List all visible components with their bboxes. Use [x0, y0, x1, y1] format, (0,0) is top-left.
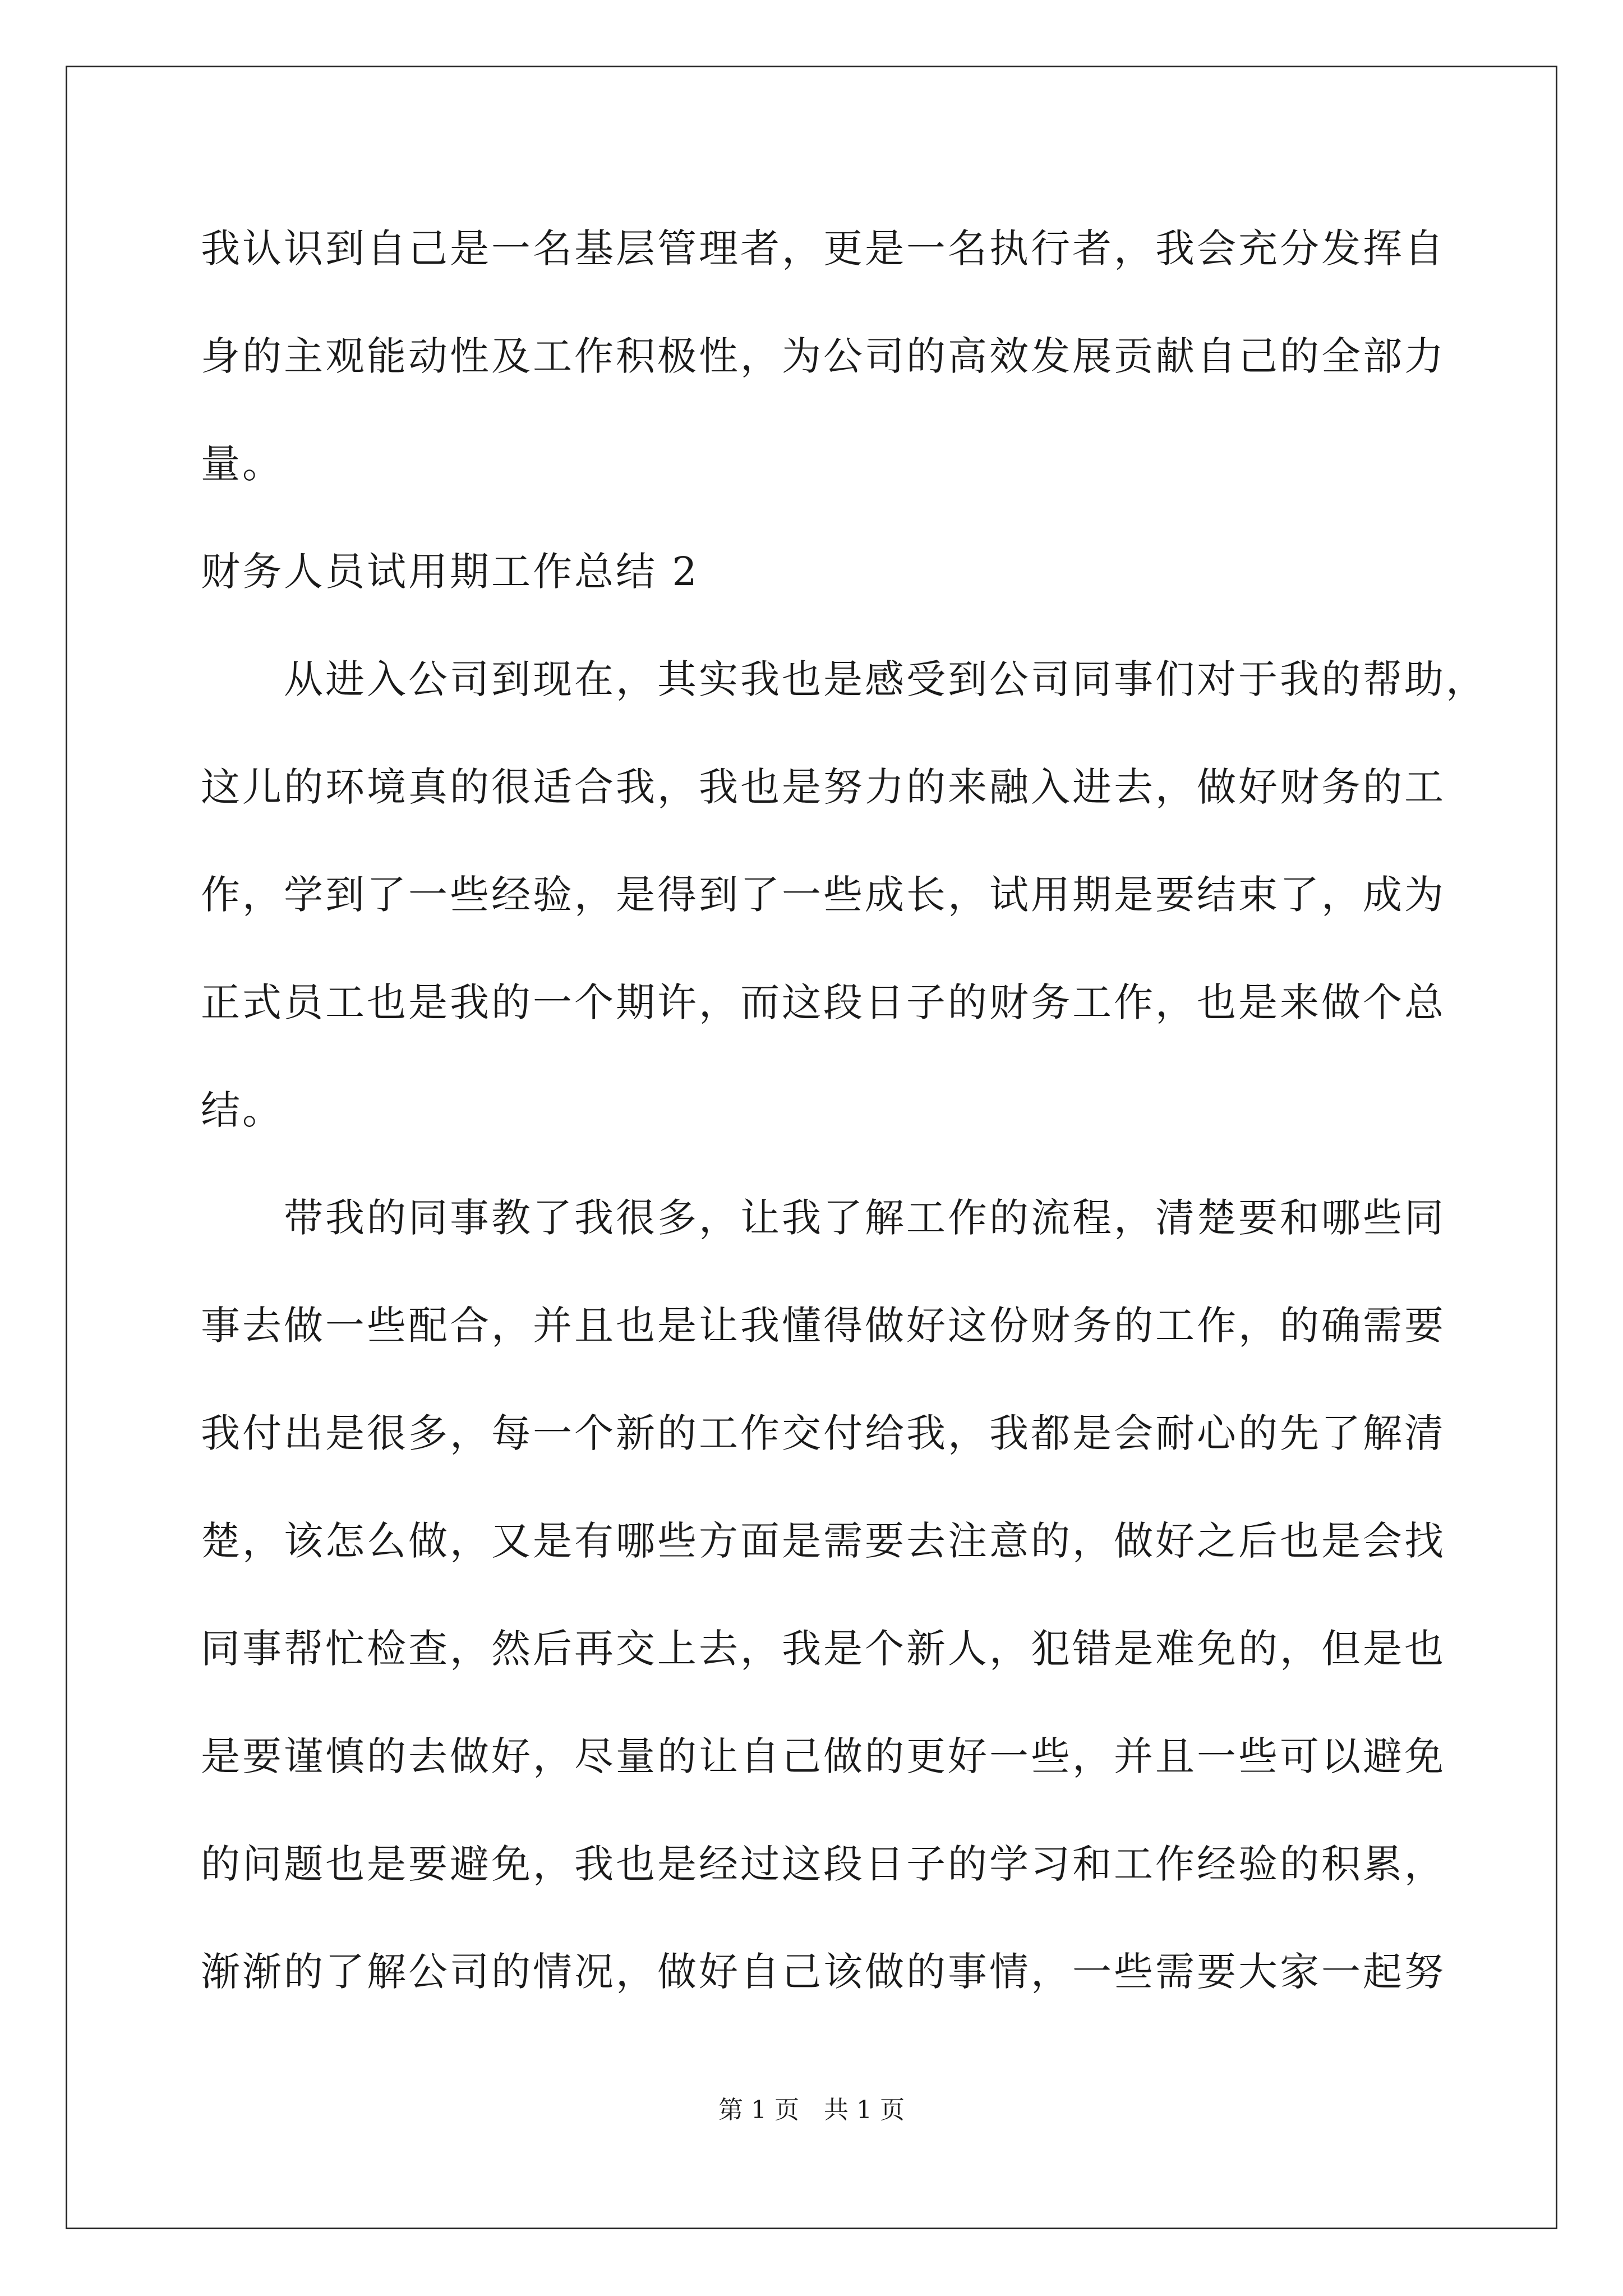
- paragraph-line: 结。: [201, 1087, 284, 1133]
- paragraph-line: 量。: [201, 441, 284, 487]
- paragraph-line: 是要谨慎的去做好，尽量的让自己做的更好一些，并且一些可以避免: [201, 1733, 1446, 1779]
- paragraph-line: 从进入公司到现在，其实我也是感受到公司同事们对于我的帮助，: [201, 656, 1487, 702]
- paragraph-line: 事去做一些配合，并且也是让我懂得做好这份财务的工作，的确需要: [201, 1303, 1446, 1349]
- paragraph-line: 我认识到自己是一名基层管理者，更是一名执行者，我会充分发挥自: [201, 226, 1446, 272]
- paragraph-line: 身的主观能动性及工作积极性，为公司的高效发展贡献自己的全部力: [201, 333, 1446, 379]
- page-number-footer: 第 1 页 共 1 页: [718, 2096, 905, 2124]
- paragraph-line: 我付出是很多，每一个新的工作交付给我，我都是会耐心的先了解清: [201, 1410, 1446, 1456]
- section-heading: 财务人员试用期工作总结 2: [201, 549, 699, 595]
- paragraph-line: 渐渐的了解公司的情况，做好自己该做的事情，一些需要大家一起努: [201, 1949, 1446, 1995]
- paragraph-line: 带我的同事教了我很多，让我了解工作的流程，清楚要和哪些同: [201, 1195, 1446, 1241]
- paragraph-line: 楚，该怎么做，又是有哪些方面是需要去注意的，做好之后也是会找: [201, 1518, 1446, 1564]
- paragraph-line: 这儿的环境真的很适合我，我也是努力的来融入进去，做好财务的工: [201, 764, 1446, 810]
- paragraph-line: 的问题也是要避免，我也是经过这段日子的学习和工作经验的积累，: [201, 1841, 1446, 1887]
- page-border: [66, 66, 1557, 2229]
- paragraph-line: 同事帮忙检查，然后再交上去，我是个新人，犯错是难免的，但是也: [201, 1626, 1446, 1672]
- paragraph-line: 作，学到了一些经验，是得到了一些成长，试用期是要结束了，成为: [201, 872, 1446, 918]
- paragraph-line: 正式员工也是我的一个期许，而这段日子的财务工作，也是来做个总: [201, 979, 1446, 1025]
